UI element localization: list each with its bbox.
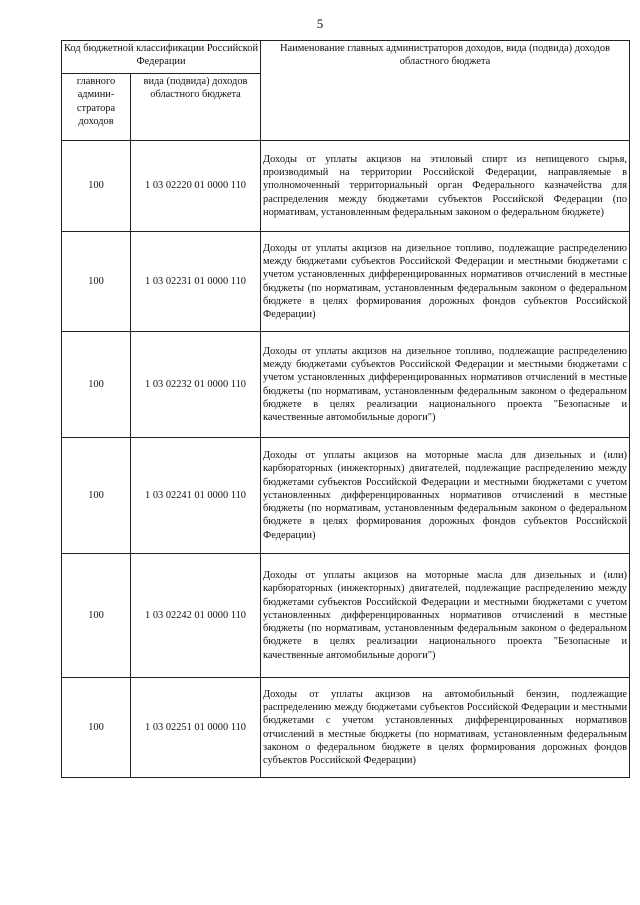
table-row <box>62 232 630 332</box>
revenue-code-cell: 1 03 02220 01 0000 110 <box>131 141 261 232</box>
revenue-name-cell: Доходы от уплаты акцизов на дизельное топливо, подлежащие распределению между бюджетами субъектов Российской Федерации и местными бюджетами с учетом установленных дифференцированных нормативов отчислений в местные бюджеты (по нормативам, установленным федеральным законом о федеральном бюджете в целях формирования дорожных фондов субъектов Российской Федерации) <box>261 232 630 332</box>
admin-code-cell: 100 <box>62 332 131 438</box>
table-header-row <box>62 41 630 74</box>
revenue-code-cell: 1 03 02232 01 0000 110 <box>131 332 261 438</box>
table-row <box>62 438 630 554</box>
table-row <box>62 678 630 778</box>
table-row <box>62 332 630 438</box>
revenue-name-cell: Доходы от уплаты акцизов на моторные масла для дизельных и (или) карбюраторных (инжекторных) двигателей, подлежащие распределению между бюджетами субъектов Российской Федерации и местными бюджетами с учетом установленных дифференцированных нормативов отчислений в местные бюджеты (по нормативам, установленным федеральным законом о федеральном бюджете в целях реализации национального проекта "Безопасные и качественные автомобильные дороги") <box>261 554 630 678</box>
table-row <box>62 554 630 678</box>
revenue-name-cell: Доходы от уплаты акцизов на дизельное топливо, подлежащие распределению между бюджетами субъектов Российской Федерации и местными бюджетами с учетом установленных дифференцированных нормативов отчислений в местные бюджеты (по нормативам, установленным федеральным законом о федеральном бюджете в целях реализации национального проекта "Безопасные и качественные автомобильные дороги") <box>261 332 630 438</box>
revenue-name-cell: Доходы от уплаты акцизов на моторные масла для дизельных и (или) карбюраторных (инжекторных) двигателей, подлежащие распределению между бюджетами субъектов Российской Федерации и местными бюджетами с учетом установленных дифференцированных нормативов отчислений в местные бюджеты (по нормативам, установленным федеральным законом о федеральном бюджете в целях формирования дорожных фондов субъектов Российской Федерации) <box>261 438 630 554</box>
revenue-code-cell: 1 03 02242 01 0000 110 <box>131 554 261 678</box>
admin-code-cell: 100 <box>62 141 131 232</box>
revenue-name-cell: Доходы от уплаты акцизов на этиловый спирт из непищевого сырья, производимый на территории Российской Федерации, направляемые в уполномоченный территориальный орган Федерального казначейства для распределения между бюджетами субъектов Российской Федерации (по нормативам, установленным федеральным законом о федеральном бюджете) <box>261 141 630 232</box>
revenue-code-cell: 1 03 02241 01 0000 110 <box>131 438 261 554</box>
revenue-code-cell: 1 03 02231 01 0000 110 <box>131 232 261 332</box>
admin-code-cell: 100 <box>62 438 131 554</box>
header-kind: вида (подвида) доходов областного бюджета <box>131 74 261 141</box>
admin-code-cell: 100 <box>62 678 131 778</box>
table-row <box>62 141 630 232</box>
admin-code-cell: 100 <box>62 232 131 332</box>
revenue-code-cell: 1 03 02251 01 0000 110 <box>131 678 261 778</box>
header-name: Наименование главных администраторов доходов, вида (подвида) доходов областного бюджета <box>261 41 630 141</box>
header-admin: главного админи-стратора доходов <box>62 74 131 141</box>
revenue-name-cell: Доходы от уплаты акцизов на автомобильный бензин, подлежащие распределению между бюджетами субъектов Российской Федерации и местными бюджетами с учетом установленных дифференцированных нормативов отчислений в местные бюджеты (по нормативам, установленным федеральным законом о федеральном бюджете в целях формирования дорожных фондов субъектов Российской Федерации) <box>261 678 630 778</box>
page-number: 5 <box>316 16 324 31</box>
admin-code-cell: 100 <box>62 554 131 678</box>
revenue-classification-table <box>61 40 630 778</box>
header-code-group: Код бюджетной классификации Российской Федерации <box>62 41 261 74</box>
